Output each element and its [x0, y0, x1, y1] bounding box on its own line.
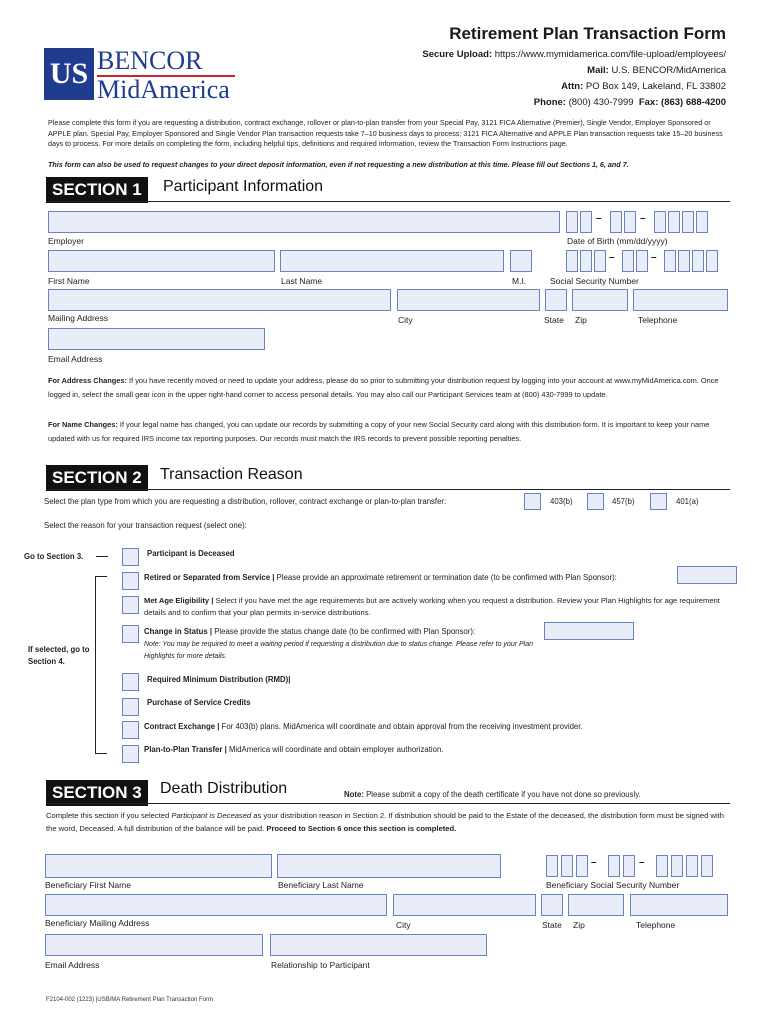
ssn-field[interactable] [566, 250, 728, 272]
address-change-text: If you have recently moved or need to update your address, please do so prior to submitting your distribution request by logging into your account at www.myMidAmerica.com. Once logged in, select the small gear icon in the upper right-hand corner to access personal details. You may also call our Participant Services team at (800) 430-7999 to update. [48, 376, 719, 399]
dob-digit[interactable] [682, 211, 694, 233]
section3-description: Complete this section if you selected Participant is Deceased as your distribution reason in Section 2. If distribution should be paid to the Estate of the deceased, the distribution form must be signed with the word, Deceased. A full distribution of the balance will be paid. Proceed to Section 6 once this section is completed. [46, 811, 724, 833]
city-label: City [398, 315, 413, 325]
address-change-note [48, 374, 728, 401]
section1-rule [46, 201, 730, 202]
ssn-digit[interactable] [636, 250, 648, 272]
last-name-label: Last Name [281, 276, 323, 286]
beneficiary-last-name-field[interactable] [277, 854, 501, 878]
plan-type-prompt: Select the plan type from which you are requesting a distribution, rollover, contract exchange or plan-to-plan transfer: [44, 497, 447, 506]
plan-type-457b-label: 457(b) [612, 497, 635, 506]
ssn-separator: – [609, 252, 615, 263]
reason-deceased-label: Participant is Deceased [147, 549, 235, 558]
beneficiary-city-field[interactable] [393, 894, 536, 916]
reason-plan-transfer-label: Plan-to-Plan Transfer | MidAmerica will coordinate and obtain employer authorization. [144, 745, 444, 754]
first-name-field[interactable] [48, 250, 275, 272]
mi-label: M.I. [512, 276, 527, 286]
upload-label: Secure Upload: [422, 49, 493, 60]
header-mail [587, 65, 726, 76]
name-change-text: If your legal name has changed, you can update our records by submitting a copy of your new Social Security card along with this distribution form. It is important to keep your name updated with us for required IRS income tax reporting purposes. Our records must match the IRS records to prevent possible reporting penalties. [48, 420, 710, 443]
dob-digit[interactable] [566, 211, 578, 233]
section1-title: Participant Information [163, 178, 324, 195]
ben-ssn-digit[interactable] [686, 855, 698, 877]
section3-note-text: Please submit a copy of the death certificate if you have not done so previously. [366, 790, 641, 799]
logo-line2: MidAmerica [97, 75, 230, 104]
plan-type-457b-checkbox[interactable] [587, 493, 604, 510]
last-name-field[interactable] [280, 250, 504, 272]
reason-age-eligibility-checkbox[interactable] [122, 596, 139, 614]
beneficiary-ssn-label: Beneficiary Social Security Number [546, 880, 680, 890]
ssn-label: Social Security Number [550, 276, 639, 286]
logo-letters: US [44, 48, 94, 100]
reason-service-credits-checkbox[interactable] [122, 698, 139, 716]
name-change-note [48, 418, 728, 445]
intro-paragraph: Please complete this form if you are requesting a distribution, contract exchange, rollover or plan-to-plan transfer from your Special Pay, 3121 FICA Alternative (Premier), Single Vendor, Employer Sponsored or APPLE plan. Special Pay, Employer Sponsored and Single Vendor Plan transaction requests take 7–10 business days to process; 3121 FICA Alternative and APPLE Plan transaction requests take 15–20 business days to process. For more details on completing the form, including helpful tips, definitions and required information, review the Transaction Form Instructions page. [48, 118, 723, 148]
beneficiary-state-label: State [542, 920, 562, 930]
city-field[interactable] [397, 289, 540, 311]
beneficiary-telephone-label: Telephone [636, 920, 676, 930]
zip-field[interactable] [572, 289, 628, 311]
reason-age-eligibility-label: Met Age Eligibility | Select if you have met the age requirements but are actively working when you request a distribution. Review your Plan Highlights for age requirement details and to confirm that your plan permits in-service distributions. [144, 596, 720, 617]
ben-ssn-digit[interactable] [671, 855, 683, 877]
section2-rule [46, 489, 730, 490]
dob-digit[interactable] [654, 211, 666, 233]
reason-rmd-checkbox[interactable] [122, 673, 139, 691]
state-label: State [544, 315, 564, 325]
ben-ssn-separator: – [591, 857, 597, 868]
zip-label: Zip [575, 315, 587, 325]
beneficiary-state-field[interactable] [541, 894, 563, 916]
beneficiary-address-field[interactable] [45, 894, 387, 916]
beneficiary-zip-label: Zip [573, 920, 585, 930]
dob-separator: – [596, 213, 602, 224]
mailing-address-field[interactable] [48, 289, 391, 311]
plan-type-401a-label: 401(a) [676, 497, 699, 506]
address-change-label: For Address Changes: [48, 376, 127, 385]
ssn-digit[interactable] [664, 250, 676, 272]
footer-code: F2104-002 (1223) |USB/MA Retirement Plan Transaction Form [46, 997, 213, 1003]
header-attn [561, 81, 726, 92]
reason-retired-label: Retired or Separated from Service | Please provide an approximate retirement or termination date (to be confirmed with Plan Sponsor): [144, 573, 617, 582]
plan-type-401a-checkbox[interactable] [650, 493, 667, 510]
if-selected-note: If selected, go to Section 4. [28, 645, 90, 666]
relationship-label: Relationship to Participant [271, 960, 370, 970]
section3-number: SECTION 3 [46, 780, 148, 806]
retirement-date-field[interactable] [677, 566, 737, 584]
mi-field[interactable] [510, 250, 532, 272]
dob-digit[interactable] [580, 211, 592, 233]
dob-separator: – [640, 213, 646, 224]
logo-line1: BENCOR [97, 46, 203, 75]
header-upload [422, 49, 726, 60]
ssn-digit[interactable] [580, 250, 592, 272]
section3-title: Death Distribution [160, 780, 288, 797]
ben-ssn-digit[interactable] [546, 855, 558, 877]
name-change-label: For Name Changes: [48, 420, 118, 429]
dob-field[interactable] [566, 211, 728, 233]
ben-ssn-digit[interactable] [701, 855, 713, 877]
relationship-field[interactable] [270, 934, 487, 956]
phone-label: Phone: [533, 97, 566, 108]
ssn-digit[interactable] [594, 250, 606, 272]
beneficiary-ssn-field[interactable] [546, 855, 728, 877]
ssn-digit[interactable] [622, 250, 634, 272]
section2-title: Transaction Reason [160, 466, 303, 483]
ssn-digit[interactable] [566, 250, 578, 272]
beneficiary-first-name-label: Beneficiary First Name [45, 880, 131, 890]
employer-label: Employer [48, 236, 84, 246]
dob-label: Date of Birth (mm/dd/yyyy) [567, 236, 668, 246]
reason-retired-checkbox[interactable] [122, 572, 139, 590]
beneficiary-last-name-label: Beneficiary Last Name [278, 880, 364, 890]
ssn-separator: – [651, 252, 657, 263]
phone-value: (800) 430-7999 [568, 97, 634, 108]
reason-rmd-label: Required Minimum Distribution (RMD)| [147, 675, 291, 684]
fax-value: (863) 688-4200 [661, 97, 726, 108]
ssn-digit[interactable] [678, 250, 690, 272]
ben-ssn-digit[interactable] [608, 855, 620, 877]
beneficiary-first-name-field[interactable] [45, 854, 272, 878]
reason-status-change-checkbox[interactable] [122, 625, 139, 643]
section3-rule [46, 803, 730, 804]
state-field[interactable] [545, 289, 567, 311]
employer-field[interactable] [48, 211, 560, 233]
mail-value: U.S. BENCOR/MidAmerica [611, 65, 726, 76]
beneficiary-email-field[interactable] [45, 934, 263, 956]
ben-ssn-digit[interactable] [561, 855, 573, 877]
attn-value: PO Box 149, Lakeland, FL 33802 [585, 81, 726, 92]
dob-digit[interactable] [668, 211, 680, 233]
reason-plan-transfer-checkbox[interactable] [122, 745, 139, 763]
beneficiary-telephone-field[interactable] [630, 894, 728, 916]
status-change-note: Note: You may be required to meet a waiting period if requesting a distribution due to status change. Please refer to your Plan Highlights for more details. [144, 641, 533, 660]
reason-deceased-checkbox[interactable] [122, 548, 139, 566]
beneficiary-email-label: Email Address [45, 960, 100, 970]
reason-contract-exchange-checkbox[interactable] [122, 721, 139, 739]
reason-service-credits-label: Purchase of Service Credits [147, 698, 251, 707]
section3-note [344, 790, 641, 799]
attn-label: Attn: [561, 81, 584, 92]
fax-label: Fax: [638, 97, 659, 108]
ben-ssn-digit[interactable] [623, 855, 635, 877]
status-change-date-field[interactable] [544, 622, 634, 640]
plan-type-403b-label: 403(b) [550, 497, 573, 506]
ssn-digit[interactable] [692, 250, 704, 272]
reason-contract-exchange-label: Contract Exchange | For 403(b) plans. MidAmerica will coordinate and obtain approval from the receiving investment provider. [144, 722, 583, 731]
email-field[interactable] [48, 328, 265, 350]
section3-note-label: Note: [344, 790, 364, 799]
beneficiary-zip-field[interactable] [568, 894, 624, 916]
mail-label: Mail: [587, 65, 609, 76]
dob-digit[interactable] [610, 211, 622, 233]
ben-ssn-separator: – [639, 857, 645, 868]
dob-digit[interactable] [624, 211, 636, 233]
section2-number: SECTION 2 [46, 465, 148, 491]
dob-digit[interactable] [696, 211, 708, 233]
reason-bracket [95, 576, 107, 754]
beneficiary-address-label: Beneficiary Mailing Address [45, 918, 150, 928]
go-to-section3-note: Go to Section 3. [24, 552, 84, 561]
beneficiary-city-label: City [396, 920, 411, 930]
email-label: Email Address [48, 354, 103, 364]
telephone-field[interactable] [633, 289, 728, 311]
first-name-label: First Name [48, 276, 90, 286]
reason-status-change-label: Change in Status | Please provide the status change date (to be confirmed with Plan Sponsor): [144, 627, 476, 636]
go-to-connector [96, 556, 108, 557]
ben-ssn-digit[interactable] [576, 855, 588, 877]
plan-type-403b-checkbox[interactable] [524, 493, 541, 510]
section1-number: SECTION 1 [46, 177, 148, 203]
ben-ssn-digit[interactable] [656, 855, 668, 877]
mailing-address-label: Mailing Address [48, 313, 109, 323]
ssn-digit[interactable] [706, 250, 718, 272]
company-logo [44, 48, 244, 104]
telephone-label: Telephone [638, 315, 678, 325]
upload-value[interactable]: https://www.mymidamerica.com/file-upload/employees/ [494, 49, 726, 60]
reason-prompt: Select the reason for your transaction request (select one): [44, 521, 247, 530]
header-phone [534, 97, 726, 108]
form-title: Retirement Plan Transaction Form [449, 24, 726, 43]
intro-note: This form can also be used to request changes to your direct deposit information, even if not requesting a new distribution at this time. Please fill out Sections 1, 6, and 7. [48, 160, 629, 169]
